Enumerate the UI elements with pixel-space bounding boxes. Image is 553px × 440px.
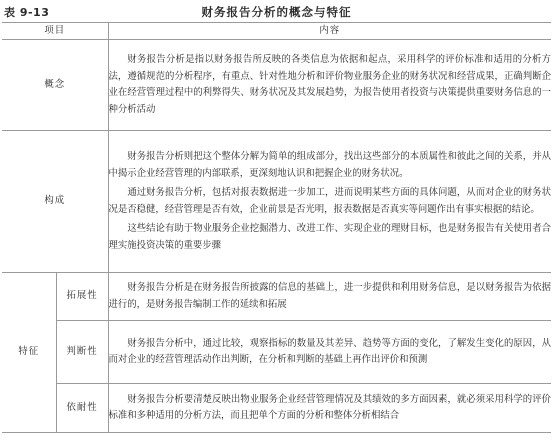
table-title: 财务报告分析的概念与特征 (201, 5, 352, 19)
concept-paragraph: 财务报告分析是指以财务报告所反映的各类信息为依据和起点，采用科学的评价标准和适用的分析方法，遵循规范的分析程序，有重点、针对性地分析和评价物业服务企业的财务状况和经营成果，正确判断企业在经营管理过程中的利弊得失、财务状况及其发展趋势，为报告使用者投资与决策提供重要财务信息的一种分析活动 (108, 54, 551, 115)
table-caption (2, 4, 551, 20)
composition-paragraph-1: 财务报告分析则把这个整体分解为简单的组成部分，找出这些部分的本质属性和彼此之间的关系，并从中揭示企业经营管理的内部联系，更深刻地认识和把握企业的财务状况。 (108, 151, 551, 179)
dependency-text: 财务报告分析要清楚反映出物业服务企业经营管理情况及其绩效的多方面因素，就必须采用科学的评价标准和多种适用的分析方法，而且把单个方面的分析和整体分析相结合 (108, 393, 551, 421)
sub-content-judgment (108, 321, 551, 384)
table-row-composition (2, 131, 551, 273)
composition-paragraph-3: 这些结论有助于物业服务企业挖掘潜力、改进工作、实现企业的理财目标，也是财务报告有关使用者合理实施投资决策的重要步骤 (108, 223, 551, 251)
header-item: 项目 (2, 23, 108, 40)
header-content: 内容 (108, 23, 551, 40)
table-row-concept (2, 40, 551, 131)
sub-label-dependency: 依耐性 (56, 384, 108, 433)
sub-content-expansiveness (108, 273, 551, 321)
judgment-text: 财务报告分析中，通过比较，观察指标的数量及其差异、趋势等方面的变化，了解发生变化的原因，从而对企业的经营管理活动作出判断，在分析和判断的基础上再作出评价和预测 (108, 337, 551, 365)
expansiveness-text: 财务报告分析是在财务报告所披露的信息的基础上，进一步提供和利用财务信息，是以财务报告为依据进行的，是财务报告编制工作的延续和拓展 (108, 282, 551, 310)
table-number: 表 9-13 (4, 6, 50, 19)
table-row-feature-1 (2, 273, 551, 321)
sub-label-judgment: 判断性 (56, 321, 108, 384)
sub-label-expansiveness: 拓展性 (56, 273, 108, 321)
row-label-concept: 概念 (2, 40, 108, 131)
row-content-concept (108, 40, 551, 131)
concept-feature-table (2, 22, 551, 433)
table-row-feature-3 (2, 384, 551, 433)
composition-paragraph-2: 通过财务报告分析，包括对报表数据进一步加工，进而说明某些方面的具体问题，从而对企业的财务状况是否稳健，经营管理是否有效，企业前景是否光明，报表数据是否真实等问题作出有事实根据的结论。 (108, 187, 551, 215)
row-content-composition (108, 131, 551, 273)
table-row-feature-2 (2, 321, 551, 384)
table-header-row (2, 23, 551, 40)
sub-content-dependency (108, 384, 551, 433)
row-label-feature: 特征 (2, 273, 56, 433)
row-label-composition: 构成 (2, 131, 108, 273)
